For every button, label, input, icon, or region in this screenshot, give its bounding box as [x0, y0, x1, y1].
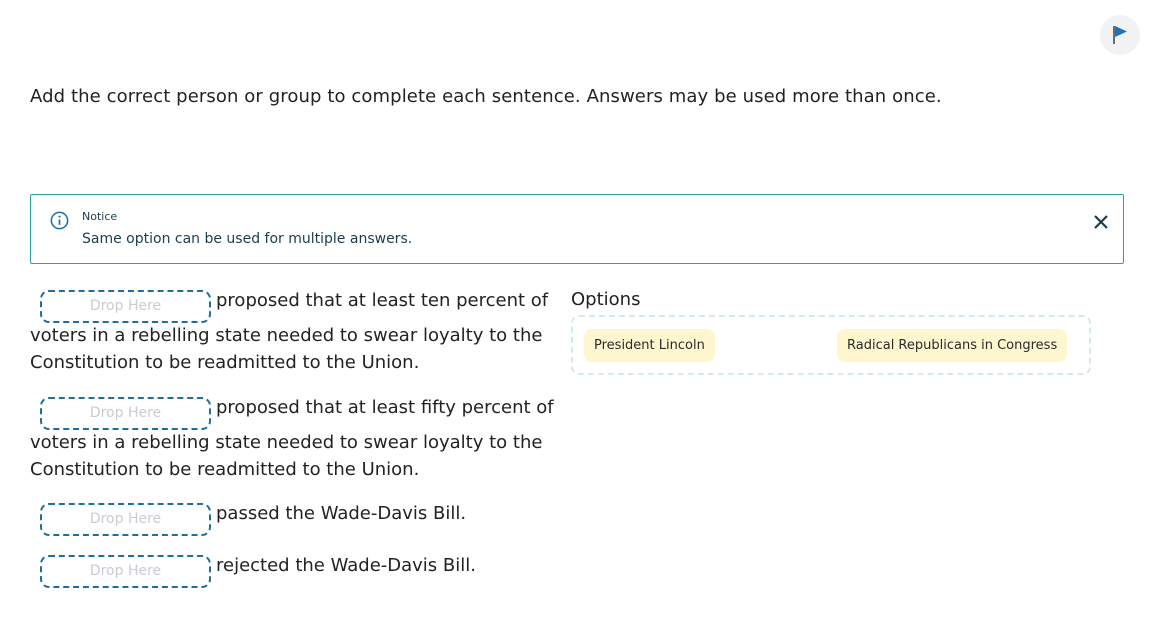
sentence-3-text: passed the Wade-Davis Bill.	[216, 503, 467, 524]
drop-zone-4[interactable]: Drop Here	[40, 555, 211, 588]
flag-icon	[1110, 24, 1130, 46]
option-chip-radical-republicans[interactable]: Radical Republicans in Congress	[837, 329, 1067, 362]
sentence-2-line-2: voters in a rebelling state needed to swear loyalty to the	[30, 432, 543, 453]
sentence-2-line-1: proposed that at least fifty percent of	[216, 397, 554, 418]
drop-zone-2[interactable]: Drop Here	[40, 397, 211, 430]
sentence-2-line-3: Constitution to be readmitted to the Union.	[30, 459, 420, 480]
sentence-1-line-3: Constitution to be readmitted to the Union.	[30, 352, 420, 373]
close-icon[interactable]	[1090, 211, 1112, 233]
options-label: Options	[571, 289, 641, 310]
sentence-1-line-2: voters in a rebelling state needed to swear loyalty to the	[30, 325, 543, 346]
sentence-4-text: rejected the Wade-Davis Bill.	[216, 555, 476, 576]
info-icon	[49, 210, 70, 231]
options-pool	[571, 315, 1091, 375]
drop-zone-3[interactable]: Drop Here	[40, 503, 211, 536]
notice-text: Same option can be used for multiple answers.	[82, 231, 413, 247]
notice-banner	[30, 194, 1124, 264]
question-instructions: Add the correct person or group to complete each sentence. Answers may be used more than once.	[30, 86, 942, 107]
drop-zone-1[interactable]: Drop Here	[40, 290, 211, 323]
flag-button[interactable]	[1100, 15, 1140, 55]
notice-title: Notice	[82, 210, 118, 223]
option-chip-president-lincoln[interactable]: President Lincoln	[584, 329, 715, 362]
sentence-1-line-1: proposed that at least ten percent of	[216, 290, 549, 311]
